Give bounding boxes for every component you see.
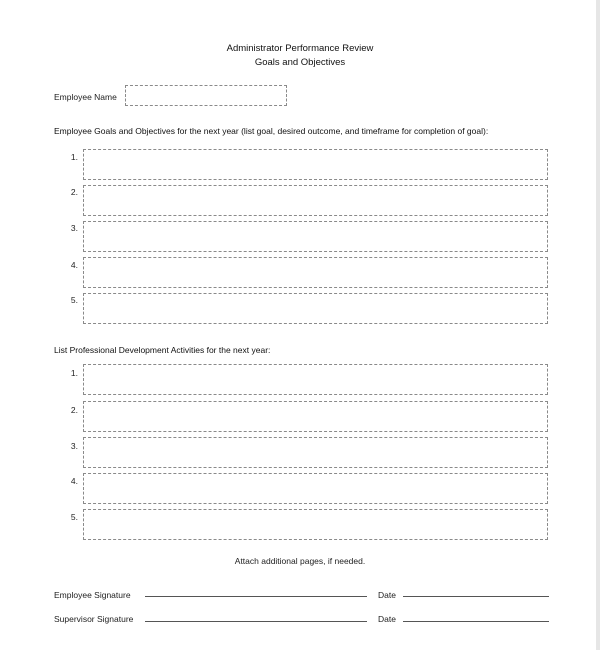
goal-field-4[interactable]	[83, 257, 548, 288]
supervisor-signature-line[interactable]	[145, 621, 367, 622]
employee-date-label: Date	[378, 590, 396, 600]
document-subtitle: Goals and Objectives	[254, 57, 346, 68]
development-number: 2.	[70, 405, 78, 415]
development-number: 3.	[70, 441, 78, 451]
development-field-4[interactable]	[83, 473, 548, 504]
employee-signature-label: Employee Signature	[54, 590, 131, 600]
development-field-2[interactable]	[83, 401, 548, 432]
development-field-1[interactable]	[83, 364, 548, 395]
goal-field-5[interactable]	[83, 293, 548, 324]
supervisor-date-label: Date	[378, 614, 396, 624]
attach-note: Attach additional pages, if needed.	[234, 556, 366, 566]
supervisor-signature-label: Supervisor Signature	[54, 614, 134, 624]
goal-number: 5.	[70, 295, 78, 305]
employee-signature-line[interactable]	[145, 596, 367, 597]
development-number: 1.	[70, 368, 78, 378]
development-number: 4.	[70, 476, 78, 486]
goal-number: 3.	[70, 223, 78, 233]
goal-field-1[interactable]	[83, 149, 548, 180]
development-field-5[interactable]	[83, 509, 548, 540]
employee-name-label: Employee Name	[54, 92, 117, 102]
development-field-3[interactable]	[83, 437, 548, 468]
development-heading: List Professional Development Activities for the next year:	[54, 345, 271, 355]
employee-name-field[interactable]	[125, 85, 287, 106]
employee-date-line[interactable]	[403, 596, 549, 597]
goal-field-3[interactable]	[83, 221, 548, 252]
goal-field-2[interactable]	[83, 185, 548, 216]
page-edge	[596, 0, 600, 650]
goal-number: 4.	[70, 260, 78, 270]
document-title: Administrator Performance Review	[226, 43, 374, 54]
goal-number: 1.	[70, 152, 78, 162]
goals-heading: Employee Goals and Objectives for the next year (list goal, desired outcome, and timeframe for completion of goal):	[54, 126, 489, 136]
goal-number: 2.	[70, 187, 78, 197]
supervisor-date-line[interactable]	[403, 621, 549, 622]
development-number: 5.	[70, 512, 78, 522]
